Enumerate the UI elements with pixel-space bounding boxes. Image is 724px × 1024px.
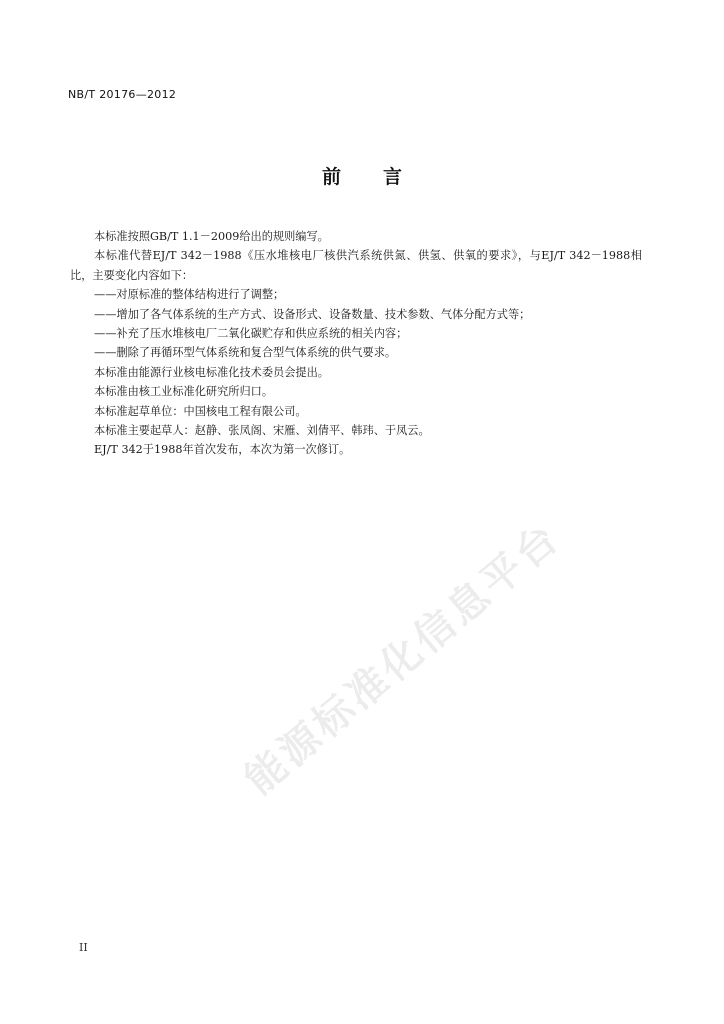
paragraph-drafters: 本标准主要起草人：赵静、张凤阁、宋雁、刘倩平、韩玮、于凤云。 [94, 424, 430, 438]
title-part-2: 言 [383, 166, 403, 188]
paragraph-proposed-by: 本标准由能源行业核电标准化技术委员会提出。 [94, 365, 329, 379]
list-item-change-deleted: ——删除了再循环型气体系统和复合型气体系统的供气要求。 [94, 346, 397, 360]
page-number: II [79, 941, 88, 954]
list-item-change-supplemented: ——补充了压水堆核电厂二氧化碳贮存和供应系统的相关内容； [94, 327, 408, 341]
paragraph-replaces-standard: 本标准代替EJ/T 342－1988《压水堆核电厂核供汽系统供氮、供氢、供氧的要求》，与EJ/T 342－1988相比，主要变化内容如下： [70, 249, 642, 282]
list-item-change-added: ——增加了各气体系统的生产方式、设备形式、设备数量、技术参数、气体分配方式等； [94, 307, 531, 321]
page-title [0, 162, 724, 189]
paragraph-drafting-rules: 本标准按照GB/T 1.1－2009给出的规则编写。 [94, 230, 329, 243]
foreword-body [70, 227, 642, 460]
paragraph-centralized-by: 本标准由核工业标准化研究所归口。 [94, 385, 274, 399]
paragraph-drafting-unit: 本标准起草单位：中国核电工程有限公司。 [94, 404, 307, 418]
list-item-change-structure: ——对原标准的整体结构进行了调整； [94, 288, 285, 302]
paragraph-history: EJ/T 342于1988年首次发布，本次为第一次修订。 [94, 443, 351, 457]
title-part-1: 前 [321, 166, 341, 188]
document-code: NB/T 20176—2012 [68, 88, 177, 101]
watermark: 能源标准化信息平台 [236, 514, 570, 804]
